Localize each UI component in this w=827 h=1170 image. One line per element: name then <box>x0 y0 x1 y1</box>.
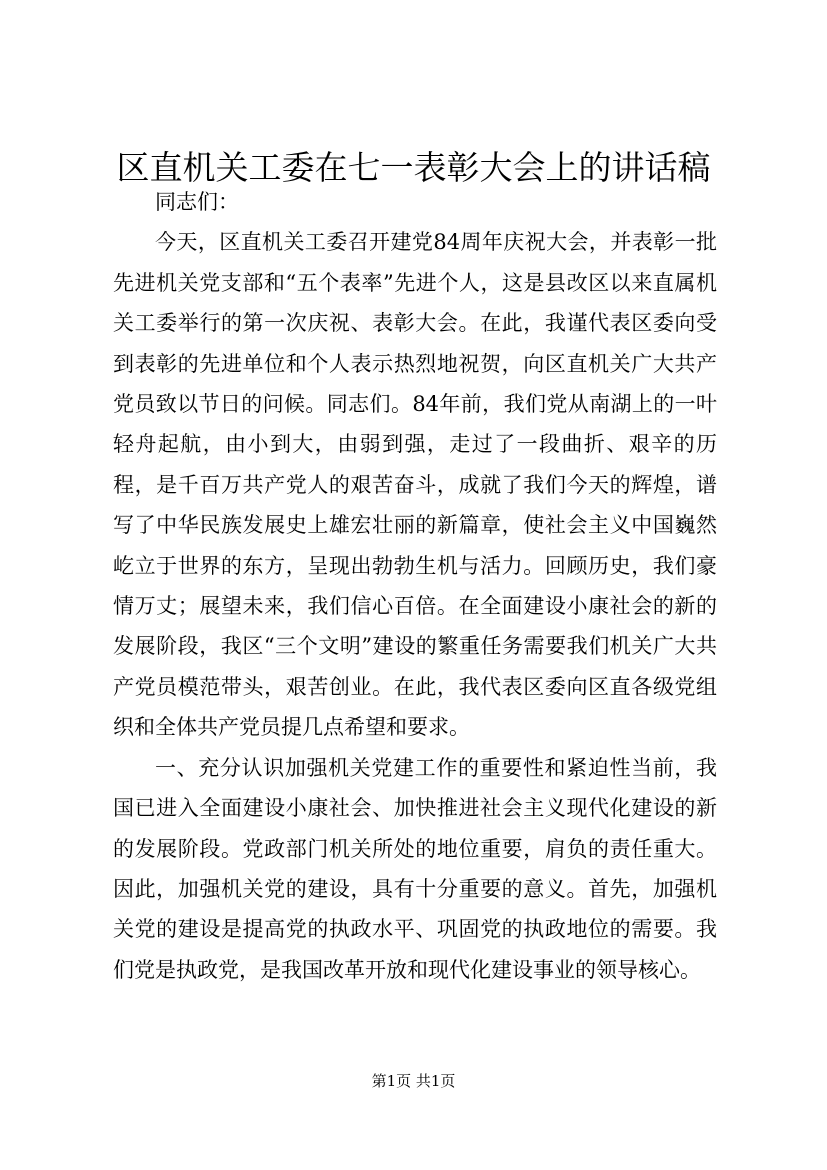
paragraph-2: 一、充分认识加强机关党建工作的重要性和紧迫性当前，我国已进入全面建设小康社会、加快推进社会主义现代化建设的新的发展阶段。党政部门机关所处的地位重要，肩负的责任重大。因此，加强机关党的建设，具有十分重要的意义。首先，加强机关党的建设是提高党的执政水平、巩固党的执政地位的需要。我们党是执政党，是我国改革开放和现代化建设事业的领导核心。 <box>113 755 717 982</box>
document-title: 区直机关工委在七一表彰大会上的讲话稿 <box>116 148 711 187</box>
greeting: 同志们： <box>155 190 239 214</box>
paragraph-1: 今天，区直机关工委召开建党84周年庆祝大会，并表彰一批先进机关党支部和“五个表率”先进个人，这是县改区以来直属机关工委举行的第一次庆祝、表彰大会。在此，我谨代表区委向受到表彰的先进单位和个人表示热烈地祝贺，向区直机关广大共产党员致以节日的问候。同志们。84年前，我们党从南湖上的一叶轻舟起航，由小到大，由弱到强，走过了一段曲折、艰辛的历程，是千百万共产党人的艰苦奋斗，成就了我们今天的辉煌，谱写了中华民族发展史上雄宏壮丽的新篇章，使社会主义中国巍然屹立于世界的东方，呈现出勃勃生机与活力。回顾历史，我们豪情万丈；展望未来，我们信心百倍。在全面建设小康社会的新的发展阶段，我区“三个文明”建设的繁重任务需要我们机关广大共产党员模范带头，艰苦创业。在此，我代表区委向区直各级党组织和全体共产党员提几点希望和要求。 <box>113 230 717 740</box>
page-footer: 第1页 共1页 <box>371 1072 456 1090</box>
document-body <box>113 182 717 990</box>
